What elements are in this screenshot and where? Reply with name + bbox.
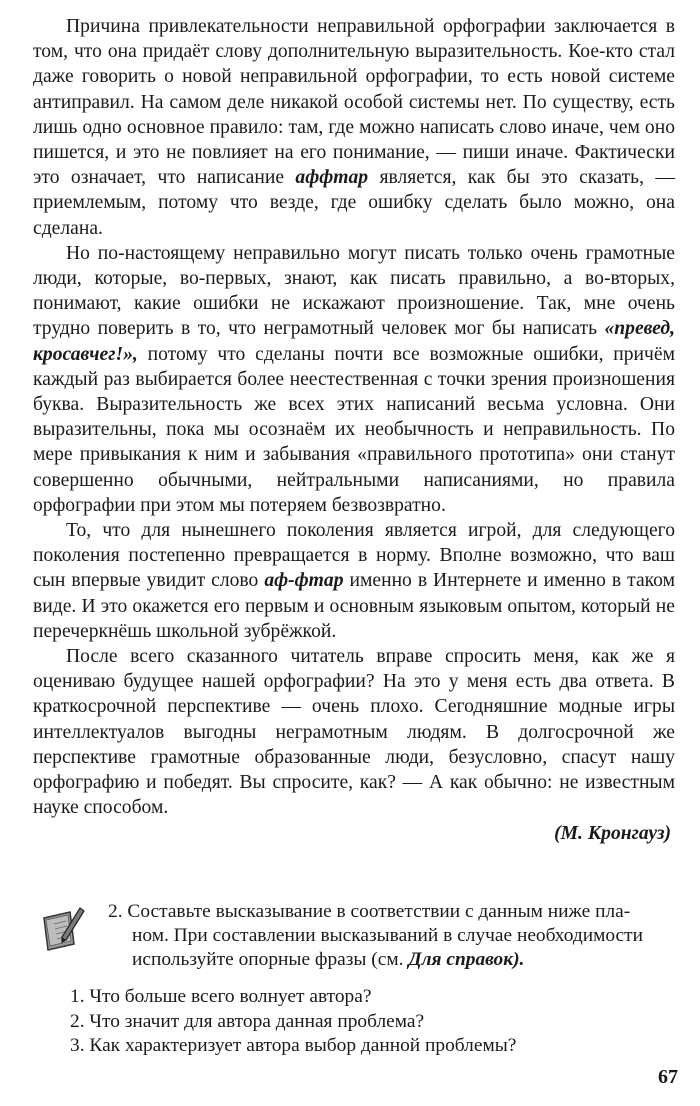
page-body bbox=[33, 14, 675, 847]
paragraph-text: То, что для нынешнего поколения является игрой, для следующего поколения постепенно превращается в норму. Вполне возможно, что ваш сын впервые увидит слово bbox=[33, 520, 675, 592]
task-line: 2. Составьте высказывание в соответствии с данным ниже пла- bbox=[108, 901, 631, 922]
notebook-pencil-icon bbox=[40, 904, 90, 952]
emphasized-word: аффтар bbox=[295, 167, 369, 189]
task-line: ном. При составлении высказываний в случае необходимости bbox=[132, 925, 644, 946]
paragraph-text: Причина привлекательности неправильной орфографии заключается в том, что она придаёт слову дополнительную выразительность. Кое-кто стал даже говорить о новой неправильной орфографии, то есть новой системе антиправил. На самом деле никакой особой системы нет. По существу, есть лишь одно основное правило: там, где можно написать слово иначе, чем оно пишется, и это не повлияет на его понимание, — пиши иначе. Фактически это означает, что написание bbox=[33, 16, 675, 189]
paragraph-text: потому что сделаны почти все возможные ошибки, причём каждый раз выбирается более неестественная с точки зрения произношения буква. Выразительность же всех этих написаний весьма условна. Они выразительны, пока мы осознаём их необычность и неправильность. По мере привыкания к ним и забывания «правильного прототипа» они станут совершенно обычными, нейтральными написаниями, но правила орфографии при этом мы потеряем безвозвратно. bbox=[33, 343, 675, 516]
task-instructions bbox=[108, 900, 690, 972]
question-list bbox=[70, 985, 516, 1059]
author-attribution: (М. Кронгауз) bbox=[554, 822, 671, 844]
paragraph-4 bbox=[33, 644, 675, 820]
list-item: 1. Что больше всего волнует автора? bbox=[70, 986, 372, 1007]
paragraph-text: является, как бы это сказать, — приемлемым, потому что везде, где ошибку сделать было можно, она сделана. bbox=[33, 167, 675, 239]
emphasized-word: аф-фтар bbox=[264, 570, 344, 592]
paragraph-1 bbox=[33, 14, 675, 241]
task-line bbox=[108, 948, 690, 972]
paragraph-2 bbox=[33, 241, 675, 518]
list-item: 3. Как характеризует автора выбор данной проблемы? bbox=[70, 1035, 517, 1056]
paragraph-3 bbox=[33, 518, 675, 644]
reference-link-text: Для справок). bbox=[408, 949, 525, 970]
task-line-text: используйте опорные фразы (см. bbox=[132, 949, 409, 970]
article-text bbox=[33, 14, 675, 821]
emphasized-word: «превед, кросавчег!», bbox=[33, 318, 675, 365]
paragraph-text: именно в Интернете и именно в таком виде. И это окажется его первым и основным языковым опытом, который не перечеркнёшь школьной зубрёжкой. bbox=[33, 570, 675, 642]
list-item: 2. Что значит для автора данная проблема? bbox=[70, 1010, 425, 1032]
page-number: 67 bbox=[658, 1066, 678, 1088]
paragraph-text: Но по-настоящему неправильно могут писать только очень грамотные люди, которые, во-первых, знают, как писать правильно, а во-вторых, понимают, какие ошибки не искажают произношение. Так, мне очень трудно поверить в то, что неграмотный человек мог бы написать bbox=[33, 242, 675, 340]
paragraph-text: После всего сказанного читатель вправе спросить меня, как же я оцениваю будущее нашей орфографии? На это у меня есть два ответа. В краткосрочной перспективе — очень плохо. Сегодняшние модные игры интеллектуалов выгодны неграмотным людям. В долгосрочной же перспективе грамотные образованные люди, безусловно, спасут нашу орфографию и победят. Вы спросите, как? — А как обычно: не известным науке способом. bbox=[33, 646, 675, 819]
